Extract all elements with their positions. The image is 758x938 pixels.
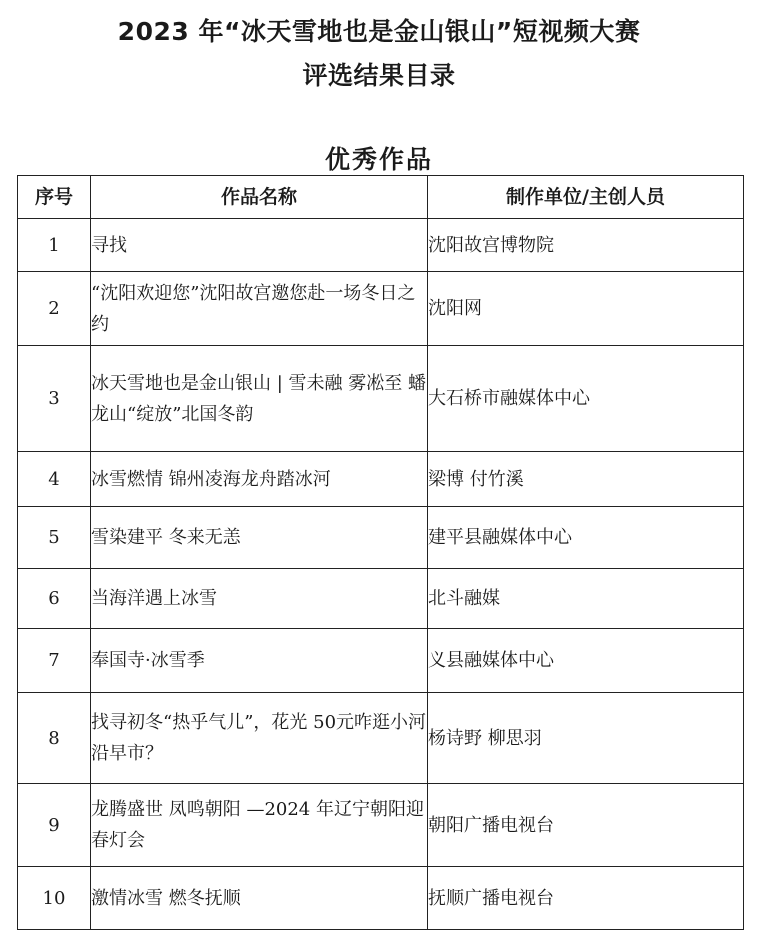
row-unit: 大石桥市融媒体中心 (428, 346, 744, 452)
table-row (18, 272, 744, 346)
header-no: 序号 (18, 176, 91, 219)
table-row (18, 507, 744, 569)
table-row (18, 452, 744, 507)
row-unit: 抚顺广播电视台 (428, 867, 744, 930)
row-name: “沈阳欢迎您”沈阳故宫邀您赴一场冬日之约 (91, 272, 428, 346)
row-unit: 建平县融媒体中心 (428, 507, 744, 569)
row-no: 1 (18, 219, 91, 272)
table-row (18, 219, 744, 272)
row-name: 激情冰雪 燃冬抚顺 (91, 867, 428, 930)
header-unit: 制作单位/主创人员 (428, 176, 744, 219)
row-unit: 梁博 付竹溪 (428, 452, 744, 507)
row-no: 9 (18, 784, 91, 867)
row-no: 10 (18, 867, 91, 930)
row-no: 7 (18, 629, 91, 693)
table-row (18, 346, 744, 452)
row-unit: 杨诗野 柳思羽 (428, 693, 744, 784)
document-subtitle: 评选结果目录 (302, 61, 456, 90)
row-name: 寻找 (91, 219, 428, 272)
row-no: 8 (18, 693, 91, 784)
table-header-row (18, 176, 744, 219)
table-row (18, 693, 744, 784)
row-name: 冰天雪地也是金山银山 | 雪未融 雾凇至 蟠龙山“绽放”北国冬韵 (91, 346, 428, 452)
row-no: 4 (18, 452, 91, 507)
row-unit: 沈阳网 (428, 272, 744, 346)
header-name: 作品名称 (91, 176, 428, 219)
row-unit: 义县融媒体中心 (428, 629, 744, 693)
row-name: 龙腾盛世 凤鸣朝阳 —2024 年辽宁朝阳迎春灯会 (91, 784, 428, 867)
row-unit: 沈阳故宫博物院 (428, 219, 744, 272)
works-table (17, 175, 744, 930)
row-no: 5 (18, 507, 91, 569)
row-name: 雪染建平 冬来无恙 (91, 507, 428, 569)
table-row (18, 784, 744, 867)
table-row (18, 569, 744, 629)
row-name: 冰雪燃情 锦州凌海龙舟踏冰河 (91, 452, 428, 507)
document-title: 2023 年“冰天雪地也是金山银山”短视频大赛 (117, 17, 641, 46)
table-row (18, 629, 744, 693)
row-name: 找寻初冬“热乎气儿”，花光 50元咋逛小河沿早市？ (91, 693, 428, 784)
row-name: 当海洋遇上冰雪 (91, 569, 428, 629)
row-no: 3 (18, 346, 91, 452)
row-unit: 朝阳广播电视台 (428, 784, 744, 867)
row-no: 6 (18, 569, 91, 629)
row-name: 奉国寺·冰雪季 (91, 629, 428, 693)
row-unit: 北斗融媒 (428, 569, 744, 629)
table-row (18, 867, 744, 930)
row-no: 2 (18, 272, 91, 346)
section-title: 优秀作品 (324, 145, 433, 174)
